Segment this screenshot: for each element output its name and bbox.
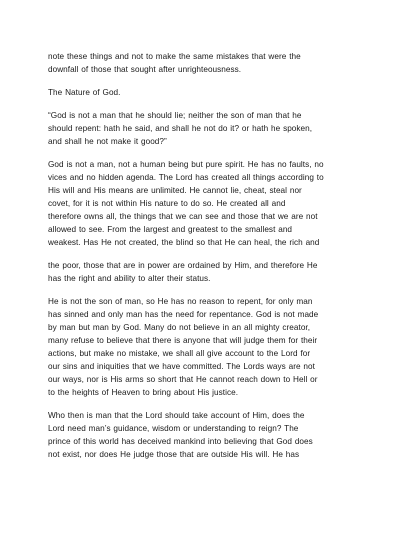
text-line: His will and His means are unlimited. He cannot lie, cheat, steal nor xyxy=(48,186,302,195)
text-line: “God is not a man that he should lie; neither the son of man that he xyxy=(48,111,302,120)
text-line: many refuse to believe that there is anyone that will judge them for their xyxy=(48,336,318,345)
text-line: the poor, those that are in power are ordained by Him, and therefore He xyxy=(48,261,318,270)
section-heading-text: The Nature of God. xyxy=(48,88,121,97)
text-line: to the heights of Heaven to bring about His justice. xyxy=(48,388,239,397)
document-page xyxy=(48,50,384,471)
section-heading xyxy=(48,86,384,99)
text-line: covet, for it is not within His nature to do so. He created all and xyxy=(48,199,286,208)
paragraph-quote xyxy=(48,109,384,148)
text-line: God is not a man, not a human being but pure spirit. He has no faults, no xyxy=(48,160,324,169)
paragraph-god-is-spirit xyxy=(48,158,384,249)
paragraph-who-then xyxy=(48,409,384,461)
text-line: Who then is man that the Lord should take account of Him, does the xyxy=(48,411,305,420)
text-line: weakest. Has He not created, the blind so that He can heal, the rich and xyxy=(48,238,320,247)
text-line: He is not the son of man, so He has no reason to repent, for only man xyxy=(48,297,313,306)
text-line: therefore owns all, the things that we can see and those that we are not xyxy=(48,212,318,221)
text-line: downfall of those that sought after unrighteousness. xyxy=(48,65,242,74)
text-line: prince of this world has deceived mankind into believing that God does xyxy=(48,437,313,446)
text-line: has the right and ability to alter their status. xyxy=(48,274,211,283)
text-line: actions, but make no mistake, we shall all give account to the Lord for xyxy=(48,349,311,358)
text-line: not exist, nor does He judge those that are outside His will. He has xyxy=(48,450,300,459)
text-line: allowed to see. From the largest and greatest to the smallest and xyxy=(48,225,293,234)
paragraph-not-son-of-man xyxy=(48,295,384,399)
paragraph-poor xyxy=(48,259,384,285)
paragraph-intro xyxy=(48,50,384,76)
text-line: by man but man by God. Many do not believe in an all mighty creator, xyxy=(48,323,311,332)
text-line: and shall he not make it good?” xyxy=(48,137,167,146)
text-line: our sins and iniquities that we have committed. The Lords ways are not xyxy=(48,362,315,371)
text-line: has sinned and only man has the need for repentance. God is not made xyxy=(48,310,319,319)
text-line: vices and no hidden agenda. The Lord has created all things according to xyxy=(48,173,324,182)
text-line: Lord need man’s guidance, wisdom or understanding to reign? The xyxy=(48,424,299,433)
text-line: should repent: hath he said, and shall he not do it? or hath he spoken, xyxy=(48,124,313,133)
text-line: note these things and not to make the same mistakes that were the xyxy=(48,52,301,61)
text-line: our ways, nor is His arms so short that He cannot reach down to Hell or xyxy=(48,375,318,384)
